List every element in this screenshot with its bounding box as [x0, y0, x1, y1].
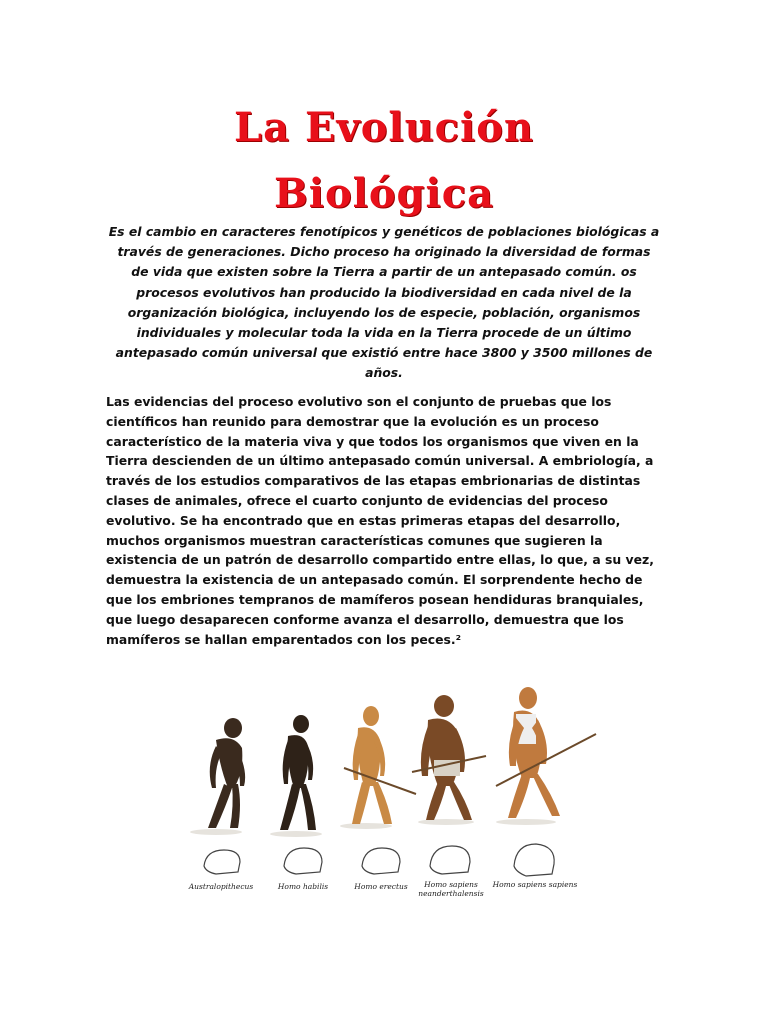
skull-icon-2 [284, 848, 322, 874]
skull-label-4: Homo sapiens neanderthalensis [418, 880, 484, 898]
skull-icon-4 [430, 846, 470, 874]
homo-neanderthalensis-figure [412, 695, 486, 820]
skull-label-1: Australopithecus [188, 882, 254, 891]
skull-label-5: Homo sapiens sapiens [492, 880, 578, 889]
homo-erectus-figure [344, 706, 416, 824]
page-title-line-2: Biológica [274, 170, 494, 217]
skull-label-2: Homo habilis [277, 882, 329, 891]
homo-sapiens-figure [496, 687, 596, 818]
evolution-illustration [176, 676, 616, 908]
skull-icon-5 [514, 844, 554, 876]
evolution-figure [176, 676, 616, 908]
australopithecus-figure [208, 718, 245, 828]
skull-row [204, 844, 554, 876]
homo-habilis-figure [280, 715, 316, 830]
page-title-line-1: La Evolución [234, 104, 534, 151]
skull-icon-3 [362, 848, 400, 874]
body-paragraph: Las evidencias del proceso evolutivo son el conjunto de pruebas que los científicos han reunido para demostrar que la evolución es un proceso característico de la materia viva y que todos los organismos que viven en la Tierra descienden de un último antepasado común universal. A embriología, a través de los estudios comparativos de las etapas embrionarias de distintas clases de animales, ofrece el cuarto conjunto de evidencias del proceso evolutivo. Se ha encontrado que en estas primeras etapas del desarrollo, muchos organismos muestran características comunes que sugieren la existencia de un patrón de desarrollo compartido entre ellas, lo que, a su vez, demuestra la existencia de un antepasado común. El sorprendente hecho de que los embriones tempranos de mamíferos posean hendiduras branquiales, que luego desaparecen conforme avanza el desarrollo, demuestra que los mamíferos se hallan emparentados con los peces.² [106, 394, 654, 647]
skull-label-3: Homo erectus [354, 882, 408, 891]
intro-paragraph: Es el cambio en caracteres fenotípicos y genéticos de poblaciones biológicas a través de generaciones. Dicho proceso ha originado la diversidad de formas de vida que existen sobre la Tierra a partir de un antepasado común. os procesos evolutivos han producido la biodiversidad en cada nivel de la organización biológica, incluyendo los de especie, población, organismos individuales y molecular toda la vida en la Tierra procede de un último antepasado común universal que existió entre hace 3800 y 3500 millones de años. [108, 224, 660, 381]
skull-icon-1 [204, 850, 240, 874]
